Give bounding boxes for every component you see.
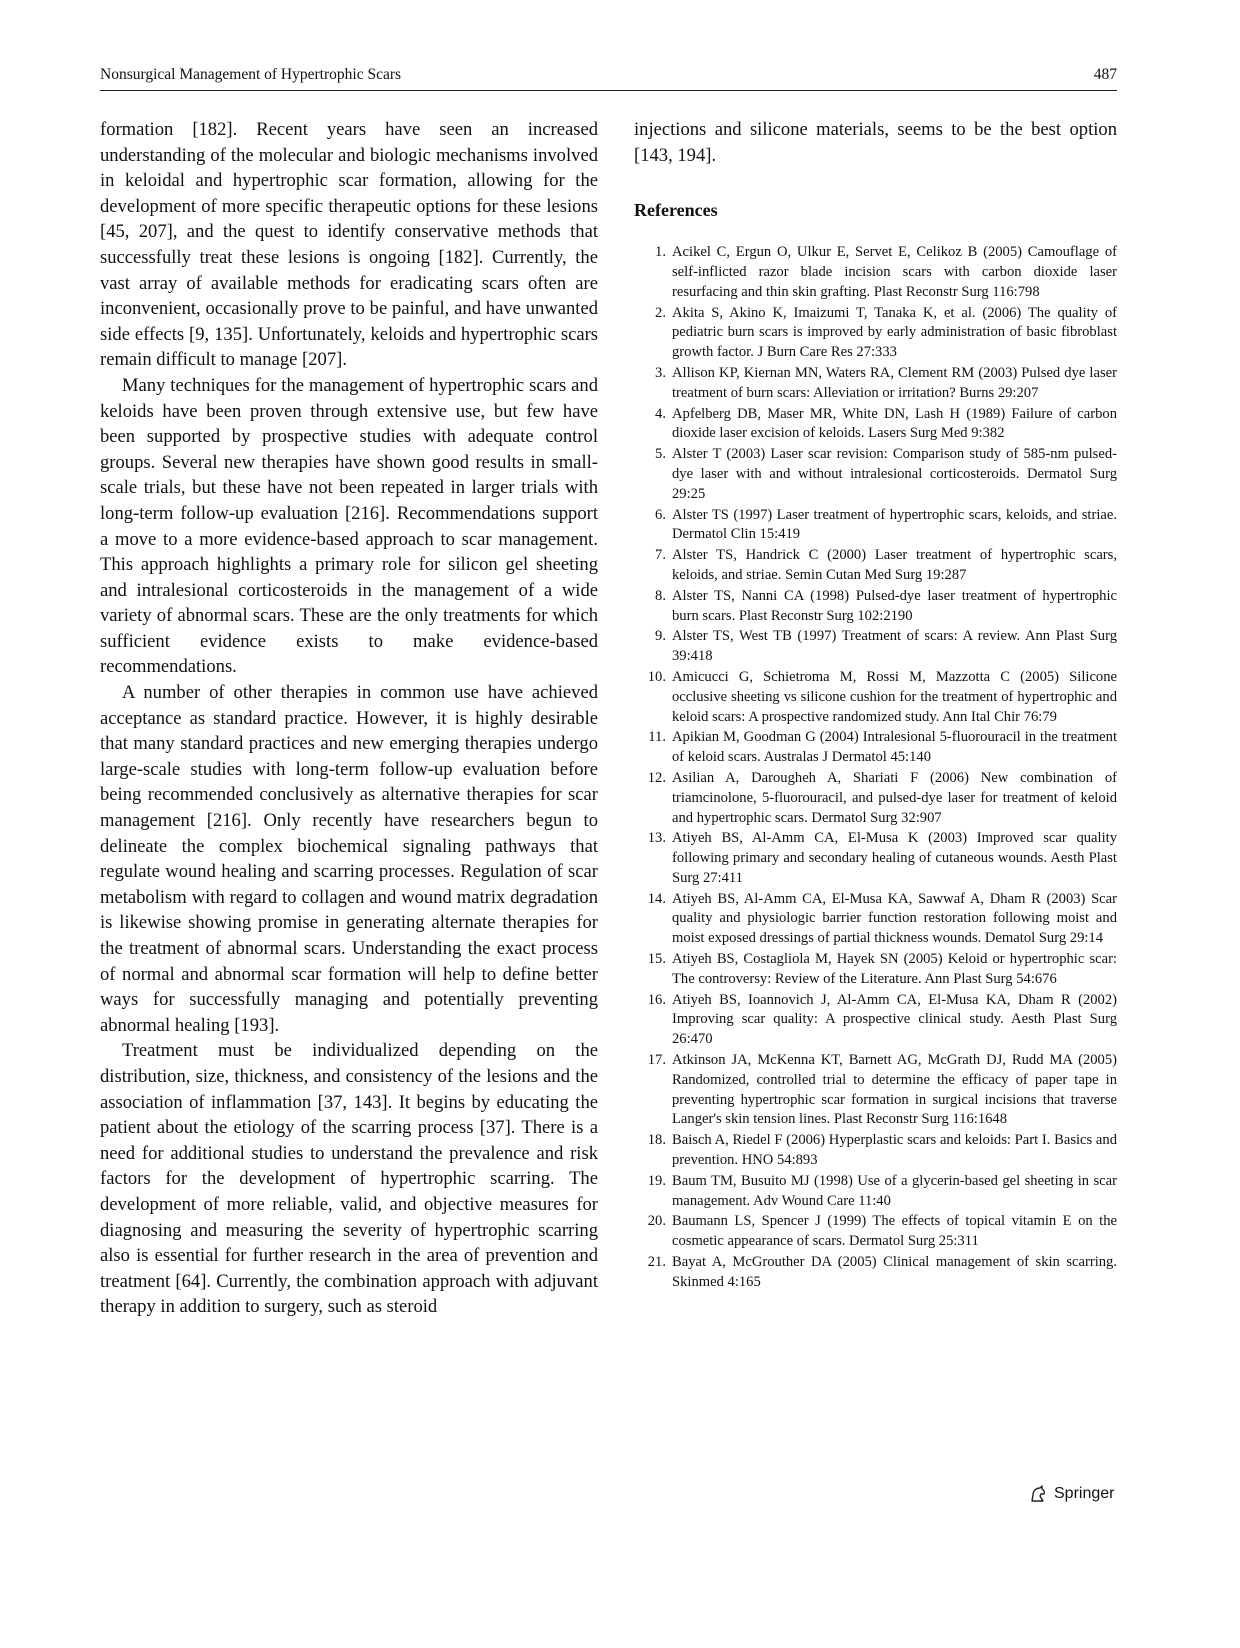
reference-text: Baumann LS, Spencer J (1999) The effects of topical vitamin E on the cosmetic appearance of scars. Dermatol Surg 25:311 [672, 1213, 1117, 1250]
reference-number: 10. [647, 668, 666, 685]
references-list [634, 243, 1117, 1292]
reference-text: Baum TM, Busuito MJ (1998) Use of a glycerin-based gel sheeting in scar management. Adv Wound Care 11:40 [672, 1172, 1117, 1209]
reference-text: Atiyeh BS, Costagliola M, Hayek SN (2005) Keloid or hypertrophic scar: The controversy: Review of the Literature. Ann Plast Surg 54:676 [672, 951, 1117, 987]
reference-number: 17. [647, 1052, 666, 1069]
reference-text: Alster TS, Nanni CA (1998) Pulsed-dye laser treatment of hypertrophic burn scars. Plast Reconstr Surg 102:2190 [672, 587, 1117, 624]
reference-number: 14. [647, 890, 666, 907]
reference-item [634, 890, 1117, 949]
reference-number: 6. [655, 506, 666, 523]
running-title: Nonsurgical Management of Hypertrophic Scars [100, 66, 402, 83]
reference-number: 5. [655, 446, 666, 463]
reference-number: 2. [655, 304, 666, 321]
running-head [100, 66, 1117, 91]
reference-number: 9. [655, 628, 666, 645]
reference-text: Acikel C, Ergun O, Ulkur E, Servet E, Celikoz B (2005) Camouflage of self-inflicted razor blade incision scars with carbon dioxide laser resurfacing and thin skin grafting. Plast Reconstr Surg 116:798 [672, 244, 1117, 300]
reference-item [634, 950, 1117, 990]
reference-item [634, 587, 1117, 627]
reference-text: Atiyeh BS, Al-Amm CA, El-Musa KA, Sawwaf A, Dham R (2003) Scar quality and physiologic barrier function restoration following moist and moist exposed dressings of partial thickness wounds. Dematol Surg 29:14 [672, 890, 1117, 947]
reference-number: 7. [655, 547, 666, 564]
reference-item [634, 829, 1117, 888]
reference-text: Baisch A, Riedel F (2006) Hyperplastic scars and keloids: Part I. Basics and prevention. HNO 54:893 [672, 1132, 1117, 1169]
reference-number: 11. [648, 729, 666, 746]
springer-horse-icon [1028, 1484, 1048, 1504]
reference-text: Akita S, Akino K, Imaizumi T, Tanaka K, et al. (2006) The quality of pediatric burn scars is improved by early administration of basic fibroblast growth factor. J Burn Care Res 27:333 [672, 304, 1117, 361]
reference-item [634, 668, 1117, 727]
reference-item [634, 546, 1117, 586]
body-paragraph: A number of other therapies in common use have achieved acceptance as standard practice. However, it is highly desirable that many standard practices and new emerging therapies undergo large-scale studies with long-term follow-up evaluation before being recommended conclusively as alternative therapies for scar management [216]. Only recently have researchers begun to delineate the complex biochemical signaling pathways that regulate wound healing and scarring processes. Regulation of scar metabolism with regard to collagen and wound matrix degradation is likewise showing promise in generating alternate therapies for the treatment of abnormal scars. Understanding the exact process of normal and abnormal scar formation will help to define better ways for successfully managing and potentially preventing abnormal healing [193]. [100, 682, 598, 1036]
reference-number: 1. [655, 244, 666, 261]
reference-text: Alster TS (1997) Laser treatment of hypertrophic scars, keloids, and striae. Dermatol Clin 15:419 [672, 506, 1117, 543]
reference-text: Asilian A, Darougheh A, Shariati F (2006) New combination of triamcinolone, 5-fluorouracil, and pulsed-dye laser for treatment of keloid and hypertrophic scars. Dermatol Surg 32:907 [672, 769, 1117, 826]
reference-number: 4. [655, 405, 666, 422]
reference-item [634, 769, 1117, 828]
reference-item [634, 627, 1117, 667]
reference-text: Atkinson JA, McKenna KT, Barnett AG, McGrath DJ, Rudd MA (2005) Randomized, controlled trial to determine the efficacy of paper tape in preventing hypertrophic scar formation in surgical incisions that traverse Langer's skin tension lines. Plast Reconstr Surg 116:1648 [672, 1052, 1117, 1128]
reference-text: Alster TS, West TB (1997) Treatment of scars: A review. Ann Plast Surg 39:418 [672, 628, 1117, 665]
publisher-logo [1028, 1484, 1114, 1504]
body-paragraph-continuation: injections and silicone materials, seems to be the best option [143, 194]. [634, 119, 1117, 166]
reference-text: Allison KP, Kiernan MN, Waters RA, Clement RM (2003) Pulsed dye laser treatment of burn scars: Alleviation or irritation? Burns 29:207 [672, 364, 1117, 401]
reference-item [634, 506, 1117, 546]
reference-item [634, 304, 1117, 363]
reference-text: Atiyeh BS, Ioannovich J, Al-Amm CA, El-Musa KA, Dham R (2002) Improving scar quality: A prospective clinical study. Aesth Plast Surg 26:470 [672, 991, 1117, 1048]
reference-number: 13. [647, 830, 666, 847]
reference-text: Apikian M, Goodman G (2004) Intralesional 5-fluorouracil in the treatment of keloid scars. Australas J Dermatol 45:140 [672, 729, 1117, 766]
reference-item [634, 364, 1117, 404]
references-heading: References [634, 200, 718, 221]
reference-number: 8. [655, 587, 666, 604]
reference-text: Atiyeh BS, Al-Amm CA, El-Musa K (2003) Improved scar quality following primary and secondary healing of cutaneous wounds. Aesth Plast Surg 27:411 [672, 830, 1117, 886]
page-number: 487 [1093, 66, 1117, 83]
reference-number: 12. [647, 769, 666, 786]
body-paragraph: Many techniques for the management of hypertrophic scars and keloids have been proven through extensive use, but few have been supported by prospective studies with adequate control groups. Several new therapies have shown good results in small-scale trials, but these have not been repeated in larger trials with long-term follow-up evaluation [216]. Recommendations support a move to a more evidence-based approach to scar management. This approach highlights a primary role for silicon gel sheeting and intralesional corticosteroids in the management of a wide variety of abnormal scars. These are the only treatments for which sufficient evidence exists to make evidence-based recommendations. [100, 374, 598, 678]
reference-number: 19. [647, 1172, 666, 1189]
reference-number: 3. [655, 364, 666, 381]
reference-text: Alster T (2003) Laser scar revision: Comparison study of 585-nm pulsed-dye laser with and without intralesional corticosteroids. Dermatol Surg 29:25 [672, 446, 1117, 502]
reference-item [634, 243, 1117, 302]
reference-text: Alster TS, Handrick C (2000) Laser treatment of hypertrophic scars, keloids, and striae. Semin Cutan Med Surg 19:287 [672, 547, 1117, 583]
left-column [100, 117, 598, 1320]
reference-text: Bayat A, McGrouther DA (2005) Clinical management of skin scarring. Skinmed 4:165 [672, 1254, 1117, 1290]
reference-number: 21. [647, 1254, 666, 1271]
right-column [634, 117, 1117, 1294]
body-paragraph: formation [182]. Recent years have seen an increased understanding of the molecular and biologic mechanisms involved in keloidal and hypertrophic scar formation, allowing for the development of more specific therapeutic options for these lesions [45, 207], and the quest to identify conservative methods that successfully treat these lesions is ongoing [182]. Currently, the vast array of available methods for eradicating scars often are inconvenient, occasionally prove to be painful, and have unwanted side effects [9, 135]. Unfortunately, keloids and hypertrophic scars remain difficult to manage [207]. [100, 119, 598, 371]
reference-item [634, 445, 1117, 504]
body-paragraph: Treatment must be individualized depending on the distribution, size, thickness, and consistency of the lesions and the association of inflammation [37, 143]. It begins by educating the patient about the etiology of the scarring process [37]. There is a need for additional studies to understand the prevalence and risk factors for the development of hypertrophic scarring. The development of more reliable, valid, and objective measures for diagnosing and measuring the severity of hypertrophic scarring also is essential for further research in the area of prevention and treatment [64]. Currently, the combination approach with adjuvant therapy in addition to surgery, such as steroid [100, 1040, 598, 1318]
reference-number: 20. [647, 1213, 666, 1230]
reference-text: Amicucci G, Schietroma M, Rossi M, Mazzotta C (2005) Silicone occlusive sheeting vs silicone cushion for the treatment of hypertrophic and keloid scars: A prospective randomized study. Ann Ital Chir 76:79 [672, 668, 1117, 725]
reference-item [634, 405, 1117, 445]
reference-item [634, 1253, 1117, 1293]
reference-item [634, 1212, 1117, 1252]
reference-number: 16. [647, 991, 666, 1008]
reference-item [634, 1051, 1117, 1130]
reference-item [634, 728, 1117, 768]
publisher-name: Springer [1054, 1485, 1115, 1502]
reference-item [634, 1131, 1117, 1171]
reference-number: 15. [647, 951, 666, 968]
reference-item [634, 1172, 1117, 1212]
reference-number: 18. [647, 1132, 666, 1149]
reference-item [634, 991, 1117, 1050]
reference-text: Apfelberg DB, Maser MR, White DN, Lash H (1989) Failure of carbon dioxide laser excision of keloids. Lasers Surg Med 9:382 [672, 405, 1117, 442]
